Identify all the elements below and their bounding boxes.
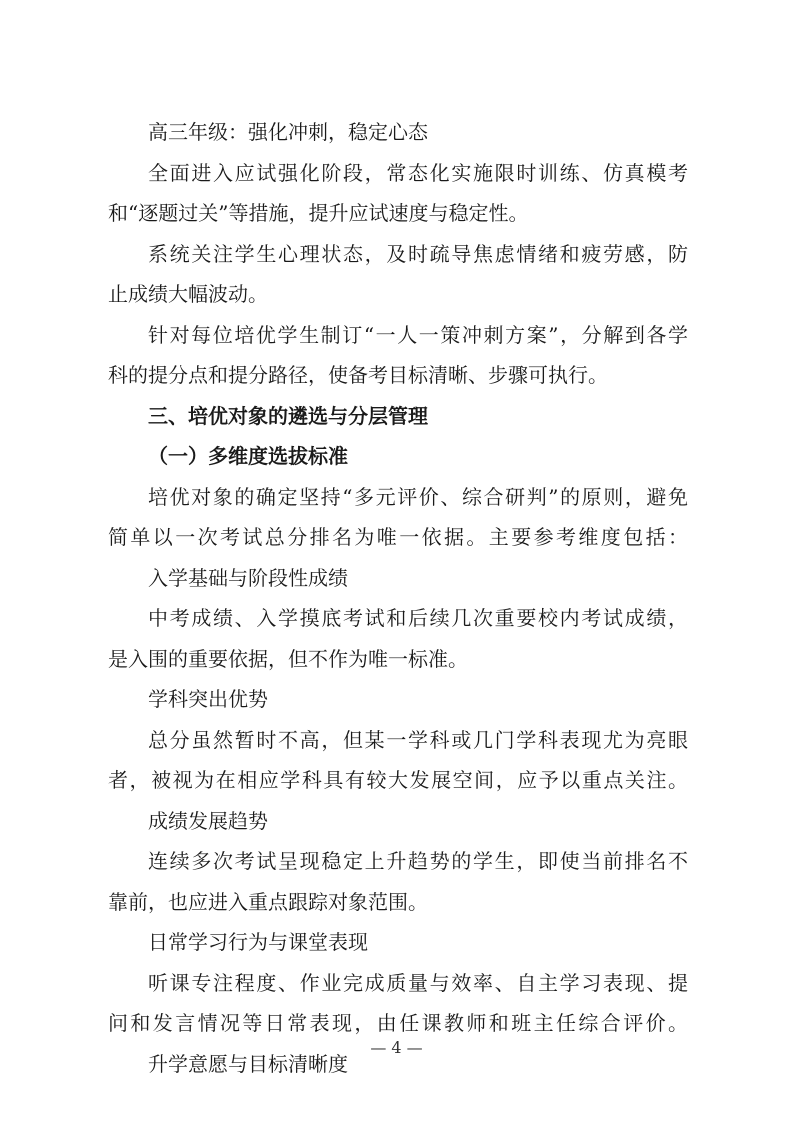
text-line: 针对每位培优学生制订“一人一策冲刺方案”，分解到各学: [148, 322, 688, 347]
subsection-heading: （一）多维度选拔标准: [148, 444, 348, 468]
text-line: 中考成绩、入学摸底考试和后续几次重要校内考试成绩，: [148, 606, 688, 630]
text-line: 听课专注程度、作业完成质量与效率、自主学习表现、提: [148, 970, 688, 995]
text-line: 入学基础与阶段性成绩: [148, 565, 348, 590]
text-line: 日常学习行为与课堂表现: [148, 930, 368, 954]
text-line: 科的提分点和提分路径，使备考目标清晰、步骤可执行。: [108, 363, 608, 387]
text-line: 是入围的重要依据，但不作为唯一标准。: [108, 646, 468, 671]
text-line: 简单以一次考试总分排名为唯一依据。主要参考维度包括：: [108, 525, 688, 549]
text-line: 全面进入应试强化阶段，常态化实施限时训练、仿真模考: [148, 160, 688, 185]
text-line: 连续多次考试呈现稳定上升趋势的学生，即使当前排名不: [148, 849, 688, 873]
text-line: 和“逐题过关”等措施，提升应试速度与稳定性。: [108, 201, 529, 225]
text-line: 总分虽然暂时不高，但某一学科或几门学科表现尤为亮眼: [148, 727, 688, 752]
text-line: 学科突出优势: [148, 687, 268, 711]
text-line: 止成绩大幅波动。: [108, 282, 268, 306]
text-line: 靠前，也应进入重点跟踪对象范围。: [108, 889, 428, 914]
page-number: — 4 —: [370, 1038, 423, 1057]
section-heading: 三、培优对象的遴选与分层管理: [148, 403, 428, 428]
text-line: 高三年级：强化冲刺，稳定心态: [148, 120, 428, 144]
text-line: 问和发言情况等日常表现，由任课教师和班主任综合评价。: [108, 1011, 688, 1035]
text-line: 系统关注学生心理状态，及时疏导焦虑情绪和疲劳感，防: [148, 241, 688, 266]
text-line: 成绩发展趋势: [148, 808, 268, 833]
text-line: 者，被视为在相应学科具有较大发展空间，应予以重点关注。: [108, 768, 688, 792]
text-line: 升学意愿与目标清晰度: [148, 1051, 348, 1076]
document-body: [108, 112, 688, 1084]
text-line: 培优对象的确定坚持“多元评价、综合研判”的原则，避免: [148, 484, 688, 509]
